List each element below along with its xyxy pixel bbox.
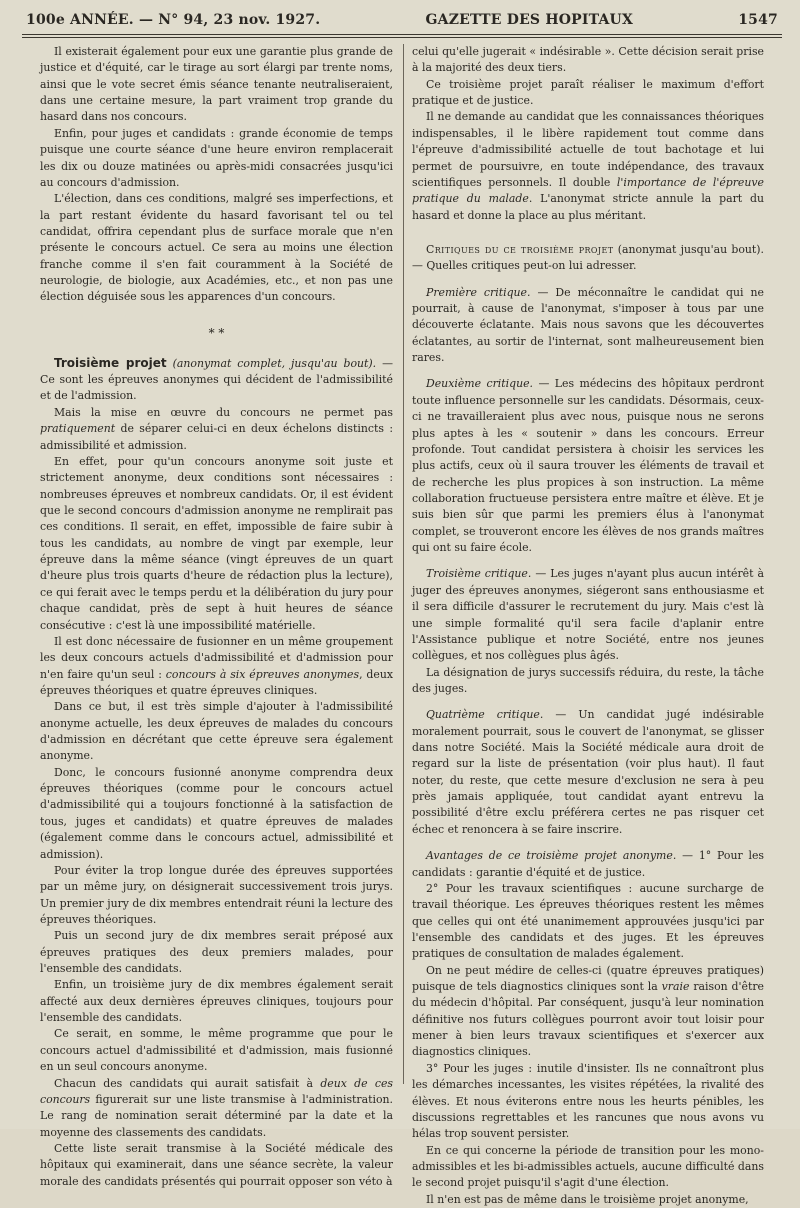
text-run: Mais la mise en œuvre du concours ne permet pas [54, 405, 393, 419]
header-rule-top [22, 34, 782, 35]
paragraph: Puis un second jury de dix membres serait préposé aux épreuves pratiques des deux premiers malades, pour l'ensemble des candidats. [40, 929, 393, 976]
journal-title: GAZETTE DES HOPITAUX [425, 12, 634, 28]
critiques-heading-paragraph [412, 242, 764, 275]
paragraph: Il existerait également pour eux une garantie plus grande de justice et d'équité, car le tirage au sort élargi par trente noms, ainsi que le vote secret émis séance tenante neutraliseraient, dans une certaine mesure, la part vraiment trop grande du hasard dans nos concours. [40, 45, 393, 124]
critique-paragraph [412, 707, 764, 838]
column-divider [403, 44, 404, 1084]
text-run: Il est donc nécessaire de fusionner en un même groupement les deux concours actuels d'admissibilité et d'admission pour n'en faire qu'un seul : [40, 634, 393, 681]
paragraph: Enfin, pour juges et candidats : grande économie de temps puisque une courte séance d'une heure environ remplacerait les dix ou douze matinées ou après-midi consacrées jusqu'ici au concours d'admission. [40, 126, 393, 189]
critique-title: Troisième critique. [426, 567, 532, 581]
text-run: , deux épreuves théoriques et quatre épreuves cliniques. [40, 667, 393, 697]
section-subtitle: (anonymat complet, jusqu'au bout). [172, 356, 377, 370]
paragraph: Ce serait, en somme, le même programme que pour le concours actuel d'admissibilité et d'admission, mais fusionné en un seul concours anonyme. [40, 1027, 393, 1074]
critique-paragraph [412, 566, 764, 664]
advantages-title: Avantages de ce troisième projet anonyme. [426, 849, 677, 863]
text-run: — Les médecins des hôpitaux perdront toute influence personnelle sur les candidats. Désormais, ceux-ci ne travailleraient plus avec nous, puisque nous ne serons plus aptes à les « soutenir » dans les concours. Erreur profonde. Tout candidat persistera à choisir les services les plus actifs, ceux où il saura trouver les éléments de travail et de recherche les plus propices à son instruction. La même collaboration fructueuse persistera entre maître et élève. Et je suis bien sûr que parmi les premiers élus à l'anonymat complet, se trouveront encore les élèves de nos grands maîtres qui ont su faire école. [412, 377, 764, 555]
paragraph: En effet, pour qu'un concours anonyme soit juste et strictement anonyme, deux conditions sont nécessaires : nombreuses épreuves et nombreux candidats. Or, il est évident que le second concours d'admission anonyme ne remplirait pas ces conditions. Il serait, en effet, impossible de faire subir à tous les candidats, au nombre de vingt par exemple, leur épreuve dans la même séance (vingt épreuves de un quart d'heure plus trois quarts d'heure de rédaction plus la lecture), ce qui ferait avec le temps perdu et la délibération du jury pour chaque candidat, près de sept à huit heures de séance consécutive : c'est là une impossibilité matérielle. [40, 454, 393, 632]
page-number: 1547 [738, 12, 778, 28]
text-run: . L'anonymat stricte annule la part du hasard et donne la place au plus méritant. [412, 192, 764, 222]
paragraph: Enfin, un troisième jury de dix membres également serait affecté aux deux dernières épreuves cliniques, toujours pour l'ensemble des candidats. [40, 978, 393, 1025]
critique-title: Deuxième critique. [426, 377, 534, 391]
paragraph [40, 634, 393, 699]
paragraph: Donc, le concours fusionné anonyme comprendra deux épreuves théoriques (comme pour le concours actuel d'admissibilité qui a toujours fonctionné à la satisfaction de tous, juges et candidats) et quatre épreuves de malades (également comme dans le concours actuel, admissibilité et admission). [40, 765, 393, 861]
left-column [40, 44, 394, 1188]
paragraph: L'élection, dans ces conditions, malgré ses imperfections, et la part restant évidente du hasard favorisant tel ou tel candidat, offrira cependant plus de surface morale que n'en présente le concours actuel. Ce sera au moins une élection franche comme il s'en fait couramment à la Société de neurologie, de biologie, aux Académies, etc., et non pas une élection déguisée sous les apparences d'un concours. [40, 192, 393, 304]
paragraph: Dans ce but, il est très simple d'ajouter à l'admissibilité anonyme actuelle, les deux épreuves de malades du concours d'admission en décrétant que cette épreuve sera également anonyme. [40, 700, 393, 763]
paragraph: La désignation de jurys successifs réduira, du reste, la tâche des juges. [412, 665, 764, 695]
text-run: — Un candidat jugé indésirable moralement pourrait, sous le couvert de l'anonymat, se glisser dans notre Société. Mais la Société médicale aura droit de regard sur la liste de présentation (voir plus haut). Il faut noter, du reste, que cette mesure d'exclusion ne sera à peu près jamais appliquée, tout candidat ayant entrevu la possibilité d'être exclu préférera certes ne pas risquer cet échec et renoncera à se faire inscrire. [412, 708, 764, 836]
italic-run: pratiquement [40, 422, 116, 436]
text-run: Chacun des candidats qui aurait satisfait à [54, 1076, 321, 1090]
text-run: figurerait sur une liste transmise à l'administration. Le rang de nomination serait déterminé par la date et la moyenne des classements des candidats. [40, 1092, 393, 1139]
paragraph: 3° Pour les juges : inutile d'insister. Ils ne connaîtront plus les démarches incessantes, les visites répétées, la rivalité des élèves. Et nous éviterons entre nous les heurts pénibles, les discussions regrettables et les rancunes que nous avons vu hélas trop souvent persister. [412, 1061, 764, 1141]
section-lead: — Ce sont les épreuves anonymes qui décident de l'admissibilité et de l'admission. [40, 356, 393, 403]
italic-run: deux de ces concours [40, 1076, 393, 1106]
text-run: — 1° Pour les candidats : garantie d'équité et de justice. [412, 849, 764, 879]
critique-paragraph [412, 376, 764, 556]
paragraph [412, 963, 764, 1061]
text-run: de séparer celui-ci en deux échelons distincts : admissibilité et admission. [40, 422, 393, 452]
page-header [26, 12, 778, 36]
header-rule-bottom [22, 37, 782, 38]
paragraph: 2° Pour les travaux scientifiques : aucune surcharge de travail théorique. Les épreuves théoriques restent les mêmes que celles qui ont été unanimement approuvées jusqu'ici par l'ensemble des candidats et des juges. Et les épreuves pratiques de consultation de malades également. [412, 881, 764, 961]
italic-run: concours à six épreuves anonymes [165, 667, 360, 681]
paragraph: celui qu'elle jugerait « indésirable ». Cette décision serait prise à la majorité des deux tiers. [412, 45, 764, 75]
italic-run: vraie [661, 980, 690, 994]
text-run: — De méconnaître le candidat qui ne pourrait, à cause de l'anonymat, s'imposer à tous par une découverte éclatante. Mais nous savons que les découvertes éclatantes, au sortir de l'internat, sont malheureusement bien rares. [412, 285, 764, 365]
critique-title: Première critique. [426, 285, 531, 299]
text-run: — Les juges n'ayant plus aucun intérêt à juger des épreuves anonymes, siégeront sans enthousiasme et il sera difficile d'assurer le recrutement du jury. Mais c'est là une simple formalité qu'il sera facile d'aplanir entre l'Assistance publique et notre Société, entre nos jeunes collègues, et nos collègues plus âgés. [412, 567, 764, 663]
paragraph: Ce troisième projet paraît réaliser le maximum d'effort pratique et de justice. [412, 77, 764, 108]
issue-info: 100e ANNÉE. — N° 94, 23 nov. 1927. [26, 12, 321, 28]
section-title: Troisième projet [54, 355, 167, 370]
paragraph: Pour éviter la trop longue durée des épreuves supportées par un même jury, on désignerait successivement trois jurys. Un premier jury de dix membres entendrait réuni la lecture des épreuves théoriques. [40, 863, 394, 926]
paragraph: En ce qui concerne la période de transition pour les mono-admissibles et les bi-admissibles actuels, aucune difficulté dans le second projet puisqu'il s'agit d'une élection. [412, 1143, 764, 1190]
text-run: raison d'être du médecin d'hôpital. Par conséquent, jusqu'à leur nomination définitive nos futurs collègues pourront avoir tout loisir pour mener à bien leurs travaux scientifiques et s'exercer aux diagnostics cliniques. [412, 980, 764, 1059]
critique-title: Quatrième critique. [426, 708, 544, 722]
section-heading-paragraph [40, 354, 393, 405]
advantages-paragraph [412, 848, 764, 881]
paragraph [412, 109, 764, 224]
paragraph: Il n'en est pas de même dans le troisième projet anonyme, [426, 1192, 749, 1206]
text-run: On ne peut médire de celles-ci (quatre épreuves pratiques) puisque de tels diagnostics cliniques sont la [412, 963, 764, 994]
text-run: Il ne demande au candidat que les connaissances théoriques indispensables, il le libère rapidement tout comme dans l'épreuve d'admissibilité actuelle de tout bachotage et lui permet de poursuivre, en toute indépendance, des travaux scientifiques personnels. Il double [412, 110, 764, 189]
right-column [412, 44, 764, 1206]
critique-paragraph [412, 285, 764, 367]
italic-run: l'importance de l'épreuve pratique du malade [412, 175, 764, 206]
critiques-title: Critiques du ce troisième projet [426, 242, 614, 256]
asterism-separator: * * [208, 325, 225, 340]
paragraph [40, 405, 393, 454]
paragraph: Cette liste serait transmise à la Société médicale des hôpitaux qui examinerait, dans une séance secrète, la valeur morale des candidats présentés qui pourrait opposer son véto à [40, 1142, 393, 1188]
critiques-text: (anonymat jusqu'au bout). — Quelles critiques peut-on lui adresser. [412, 242, 764, 273]
paragraph [40, 1076, 393, 1141]
